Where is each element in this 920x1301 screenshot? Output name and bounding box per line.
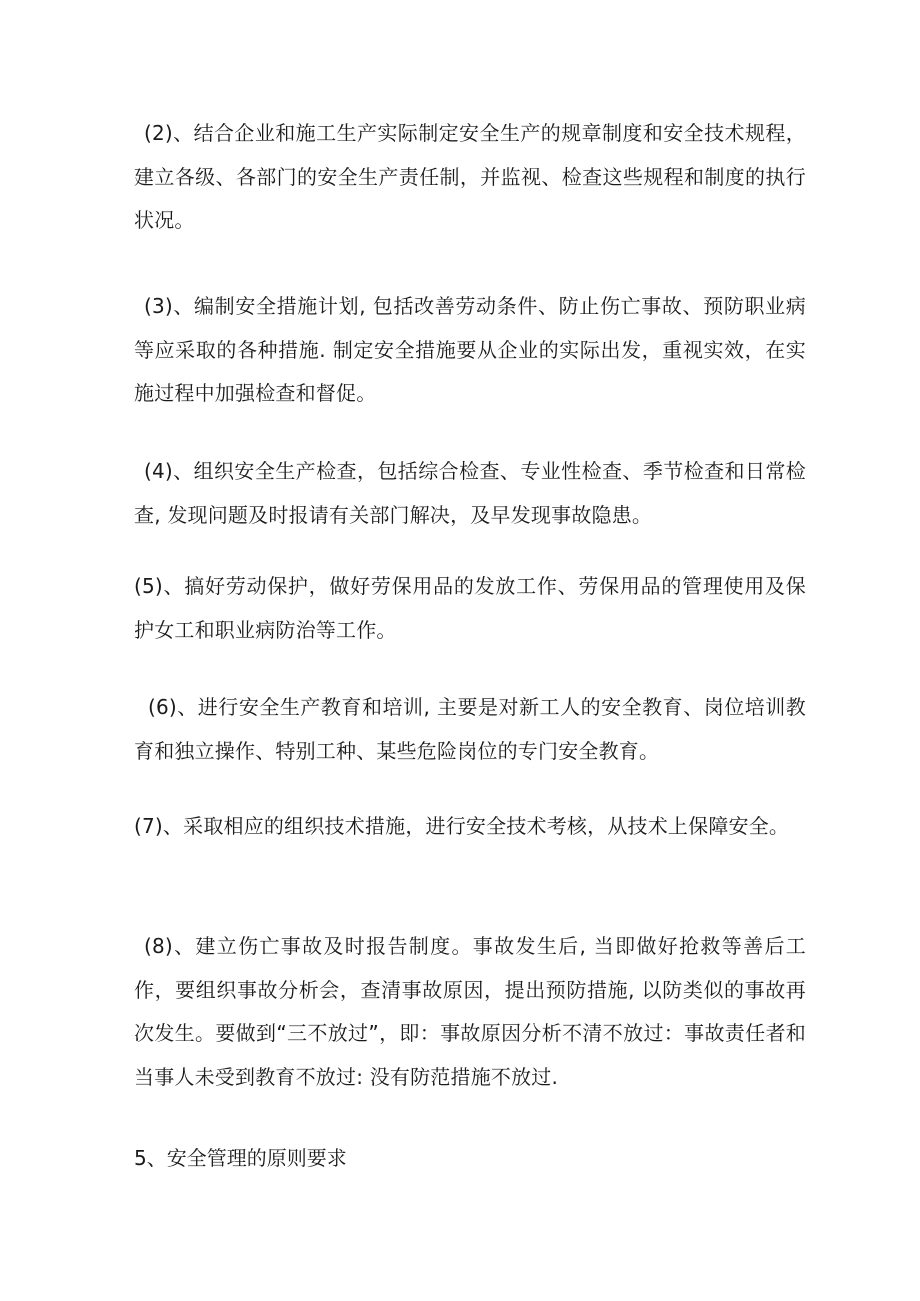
paragraph-item-4: (4)、组织安全生产检查，包括综合检查、专业性检查、季节检查和日常检查, 发现问题及时报请有关部门解决，及早发现事故隐患。 (134, 459, 806, 527)
section-heading: 5、安全管理的原则要求 (134, 1146, 347, 1170)
paragraph-item-5: (5)、搞好劳动保护，做好劳保用品的发放工作、劳保用品的管理使用及保护女工和职业病防治等工作。 (134, 574, 806, 642)
paragraph-item-6: (6)、进行安全生产教育和培训, 主要是对新工人的安全教育、岗位培训教育和独立操作、特别工种、某些危险岗位的专门安全教育。 (134, 695, 806, 763)
paragraph-item-3: (3)、编制安全措施计划, 包括改善劳动条件、防止伤亡事故、预防职业病等应采取的各种措施. 制定安全措施要从企业的实际出发，重视实效，在实施过程中加强检查和督促。 (134, 294, 806, 405)
paragraph-item-2: (2)、结合企业和施工生产实际制定安全生产的规章制度和安全技术规程，建立各级、各部门的安全生产责任制，并监视、检查这些规程和制度的执行状况。 (134, 121, 806, 232)
paragraph-item-8: (8)、建立伤亡事故及时报告制度。事故发生后, 当即做好抢救等善后工作，要组织事故分析会，查清事故原因，提出预防措施, 以防类似的事故再次发生。要做到“三不放过”，即：事故原因分析不清不放过：事故责任者和当事人未受到教育不放过: 没有防范措施不放过. (134, 934, 806, 1089)
paragraph-item-7: (7)、采取相应的组织技术措施，进行安全技术考核，从技术上保障安全。 (134, 814, 790, 838)
